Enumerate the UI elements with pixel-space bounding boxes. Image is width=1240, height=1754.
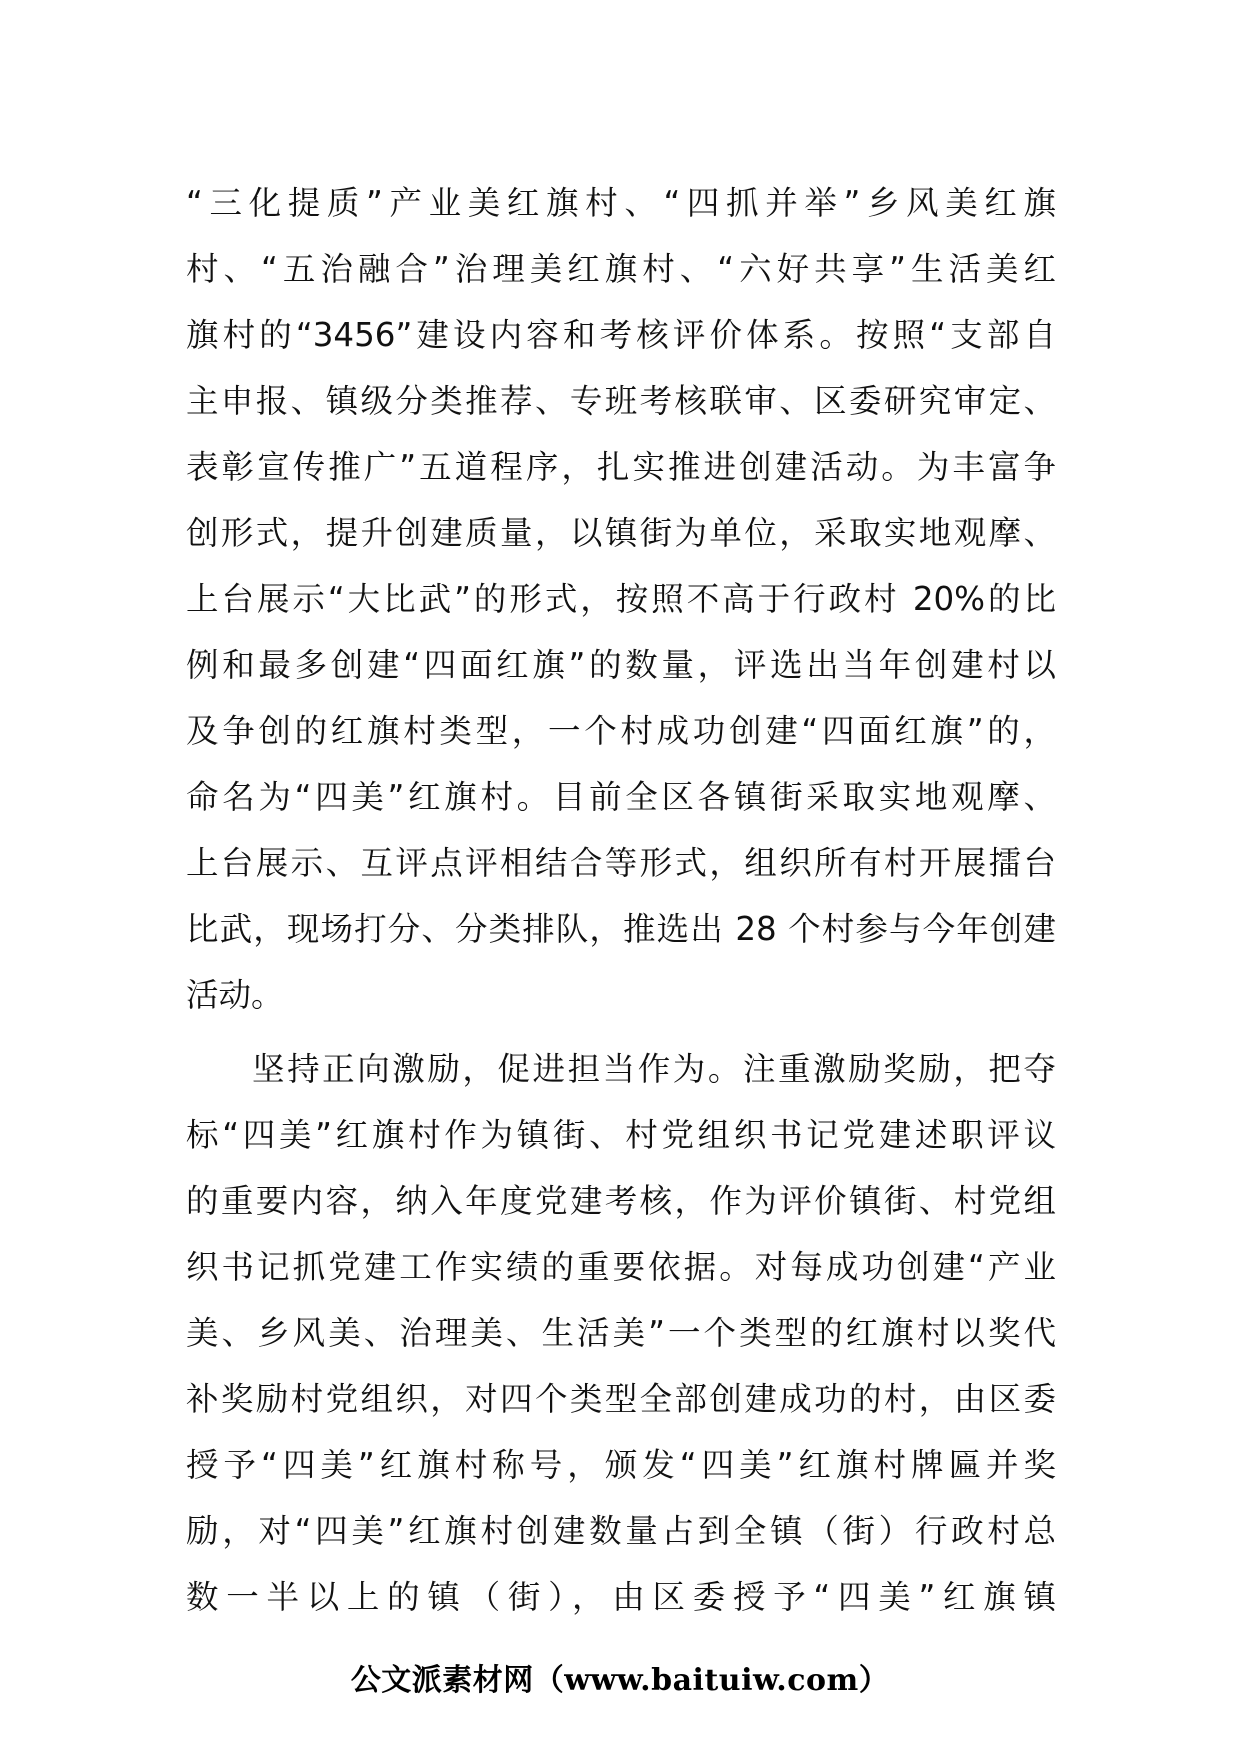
text-line: 活动。 [186, 976, 284, 1014]
text-line: 补奖励村党组织，对四个类型全部创建成功的村，由区委 [186, 1380, 1056, 1418]
text-line: 数一半以上的镇（街），由区委授予“四美”红旗镇 [186, 1578, 1056, 1616]
text-line: “三化提质”产业美红旗村、“四抓并举”乡风美红旗 [186, 184, 1056, 222]
text-line: 村、“五治融合”治理美红旗村、“六好共享”生活美红 [186, 250, 1056, 288]
text-line: 上台展示“大比武”的形式，按照不高于行政村 20%的比 [186, 580, 1056, 618]
paragraph-2 [186, 1036, 1056, 1630]
text-line: 命名为“四美”红旗村。目前全区各镇街采取实地观摩、 [186, 778, 1056, 816]
footer-watermark: 公文派素材网（www.baituiw.com） [350, 1663, 890, 1698]
text-line: 例和最多创建“四面红旗”的数量，评选出当年创建村以 [186, 646, 1056, 684]
text-line: 的重要内容，纳入年度党建考核，作为评价镇街、村党组 [186, 1182, 1056, 1220]
text-line: 创形式，提升创建质量，以镇街为单位，采取实地观摩、 [186, 514, 1056, 552]
paragraph-gap [186, 1028, 1056, 1036]
text-line: 标“四美”红旗村作为镇街、村党组织书记党建述职评议 [186, 1116, 1056, 1154]
text-line: 比武，现场打分、分类排队，推选出 28 个村参与今年创建 [186, 910, 1056, 948]
text-line: 上台展示、互评点评相结合等形式，组织所有村开展擂台 [186, 844, 1056, 882]
text-line: 旗村的“3456”建设内容和考核评价体系。按照“支部自 [186, 316, 1056, 354]
paragraph-1 [186, 170, 1056, 1028]
text-line: 授予“四美”红旗村称号，颁发“四美”红旗村牌匾并奖 [186, 1446, 1056, 1484]
text-line: 及争创的红旗村类型，一个村成功创建“四面红旗”的， [186, 712, 1056, 750]
document-body [186, 170, 1056, 1630]
text-line: 坚持正向激励，促进担当作为。注重激励奖励，把夺 [252, 1050, 1056, 1088]
text-line: 主申报、镇级分类推荐、专班考核联审、区委研究审定、 [186, 382, 1056, 420]
text-line: 表彰宣传推广”五道程序，扎实推进创建活动。为丰富争 [186, 448, 1056, 486]
text-line: 美、乡风美、治理美、生活美”一个类型的红旗村以奖代 [186, 1314, 1056, 1352]
text-line: 励，对“四美”红旗村创建数量占到全镇（街）行政村总 [186, 1512, 1056, 1550]
text-line: 织书记抓党建工作实绩的重要依据。对每成功创建“产业 [186, 1248, 1056, 1286]
